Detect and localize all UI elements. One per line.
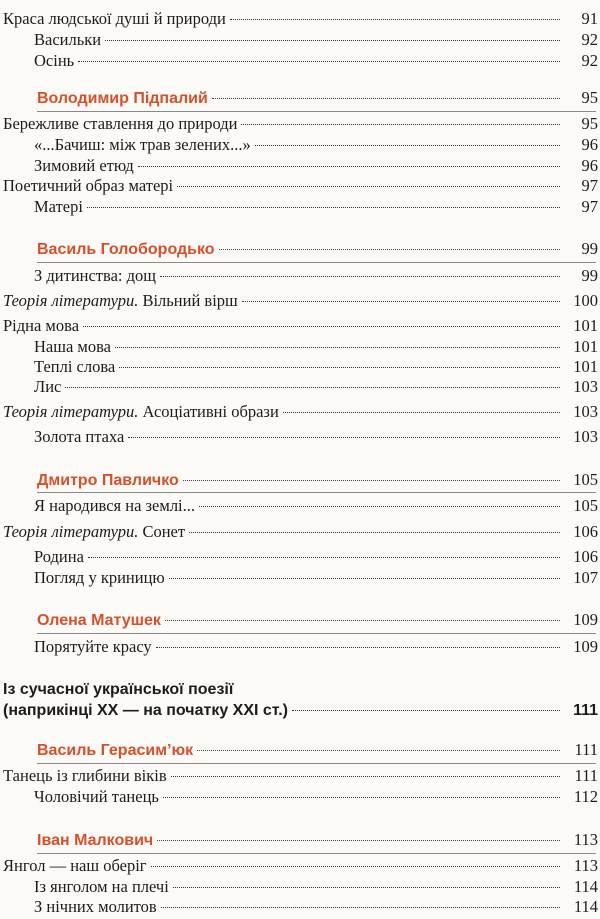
toc-entry — [0, 375, 600, 399]
dot-leader — [88, 557, 560, 558]
dot-leader — [173, 887, 560, 888]
page-number: 105 — [573, 470, 598, 489]
dot-leader — [163, 797, 560, 798]
dot-leader — [255, 145, 560, 146]
page-number: 103 — [573, 402, 598, 421]
dot-leader — [189, 532, 560, 533]
entry-title: Я народився на землі... — [34, 496, 196, 515]
page-number: 109 — [573, 637, 598, 656]
page-number: 111 — [574, 740, 598, 759]
page-number: 111 — [574, 766, 598, 785]
dot-leader — [292, 710, 560, 711]
entry-title: Наша мова — [34, 337, 111, 356]
entry-title: Теплі слова — [34, 357, 116, 376]
author-name: Василь Герасим’юк — [37, 742, 194, 759]
entry-title: Краса людської душі й природи — [3, 9, 226, 28]
author-underline — [37, 492, 596, 493]
entry-title: Порятуйте красу — [34, 637, 152, 656]
page-number: 112 — [573, 787, 598, 806]
dot-leader — [157, 840, 560, 841]
toc-entry — [0, 425, 600, 449]
dot-leader — [165, 620, 560, 621]
toc-entry — [0, 494, 600, 518]
page-number: 113 — [573, 856, 598, 875]
entry-title: Матері — [34, 197, 83, 216]
entry-title: З нічних молитов — [34, 897, 157, 916]
page-number: 92 — [581, 51, 598, 70]
page-number: 103 — [573, 377, 598, 396]
entry-title: Лис — [34, 377, 62, 396]
section-title: (наприкінці XX — на початку XXI ст.) — [3, 702, 288, 719]
page-number: 96 — [581, 156, 598, 175]
entry-title: Рідна мова — [3, 316, 80, 335]
dot-leader — [242, 301, 560, 302]
entry-title: Поетичний образ матері — [3, 176, 174, 195]
page-number: 100 — [573, 291, 598, 310]
page-number: 97 — [581, 197, 598, 216]
toc-entry — [0, 49, 600, 73]
dot-leader — [78, 61, 560, 62]
dot-leader — [183, 480, 560, 481]
toc-entry — [0, 520, 600, 544]
toc-author-entry — [0, 608, 600, 632]
dot-leader — [128, 437, 560, 438]
entry-title: Вільний вірш — [138, 291, 238, 310]
section-title: Із сучасної української поезії — [3, 681, 234, 698]
page-number: 109 — [573, 610, 598, 629]
page-number: 91 — [581, 9, 598, 28]
toc-author-entry — [0, 828, 600, 852]
dot-leader — [161, 907, 560, 908]
dot-leader — [119, 367, 560, 368]
dot-leader — [138, 166, 560, 167]
page-number: 99 — [581, 266, 598, 285]
toc-entry — [0, 785, 600, 809]
page-number: 99 — [581, 239, 598, 258]
toc-author-entry — [0, 738, 600, 762]
dot-leader — [83, 326, 560, 327]
page-number: 106 — [573, 547, 598, 566]
toc-entry — [0, 635, 600, 659]
entry-title: Бережливе ставлення до природи — [3, 114, 238, 133]
author-name: Василь Голобородько — [37, 241, 215, 258]
page-number: 95 — [581, 88, 598, 107]
dot-leader — [151, 866, 560, 867]
dot-leader — [241, 124, 560, 125]
page-number: 114 — [573, 897, 598, 916]
entry-title: Асоціативні образи — [138, 402, 279, 421]
page-number: 114 — [573, 877, 598, 896]
dot-leader — [160, 276, 560, 277]
author-name: Дмитро Павличко — [37, 472, 179, 489]
entry-title: Родина — [34, 547, 84, 566]
theory-label: Теорія літератури. — [3, 402, 139, 421]
dot-leader — [283, 412, 560, 413]
toc-entry — [0, 895, 600, 919]
entry-title: Танець із глибини віків — [3, 766, 167, 785]
toc-entry — [0, 264, 600, 288]
dot-leader — [219, 249, 560, 250]
toc-author-entry — [0, 237, 600, 261]
entry-title: Васильки — [34, 30, 102, 49]
page-number: 101 — [573, 316, 598, 335]
entry-title: «...Бачиш: між трав зелених...» — [34, 135, 251, 154]
toc-author-entry — [0, 86, 600, 110]
dot-leader — [115, 347, 560, 348]
entry-title: Чоловічий танець — [34, 787, 159, 806]
theory-label: Теорія літератури. — [3, 291, 139, 310]
page-number: 97 — [581, 176, 598, 195]
dot-leader — [171, 776, 560, 777]
toc-section-entry — [0, 699, 600, 723]
author-underline — [37, 633, 596, 634]
dot-leader — [65, 387, 560, 388]
entry-title: З дитинства: дощ — [34, 266, 156, 285]
dot-leader — [87, 207, 560, 208]
entry-title: Золота птаха — [34, 427, 125, 446]
theory-label: Теорія літератури. — [3, 522, 139, 541]
dot-leader — [212, 98, 560, 99]
author-underline — [37, 262, 596, 263]
page-number: 101 — [573, 357, 598, 376]
entry-title: Сонет — [138, 522, 186, 541]
entry-title: Зимовий етюд — [34, 156, 134, 175]
entry-title: Погляд у криницю — [34, 568, 165, 587]
page-number: 105 — [573, 496, 598, 515]
toc-entry — [0, 195, 600, 219]
dot-leader — [156, 647, 560, 648]
dot-leader — [105, 40, 560, 41]
toc-entry — [0, 289, 600, 313]
page-number: 106 — [573, 522, 598, 541]
author-name: Володимир Підпалий — [37, 90, 208, 107]
page-number: 96 — [581, 135, 598, 154]
author-name: Іван Малкович — [37, 832, 154, 849]
page-number: 107 — [573, 568, 598, 587]
entry-title: Із янголом на плечі — [34, 877, 169, 896]
toc-author-entry — [0, 468, 600, 492]
page-number: 95 — [581, 114, 598, 133]
dot-leader — [230, 19, 560, 20]
entry-title: Осінь — [34, 51, 75, 70]
toc-entry — [0, 566, 600, 590]
page-number: 101 — [573, 337, 598, 356]
page-number: 113 — [573, 830, 598, 849]
page-number: 92 — [581, 30, 598, 49]
dot-leader — [169, 578, 560, 579]
author-name: Олена Матушек — [37, 612, 161, 629]
dot-leader — [199, 506, 560, 507]
page-number: 111 — [573, 702, 598, 719]
entry-title: Янгол — наш оберіг — [3, 856, 147, 875]
toc-entry — [0, 400, 600, 424]
dot-leader — [177, 186, 560, 187]
page-number: 103 — [573, 427, 598, 446]
dot-leader — [197, 750, 560, 751]
